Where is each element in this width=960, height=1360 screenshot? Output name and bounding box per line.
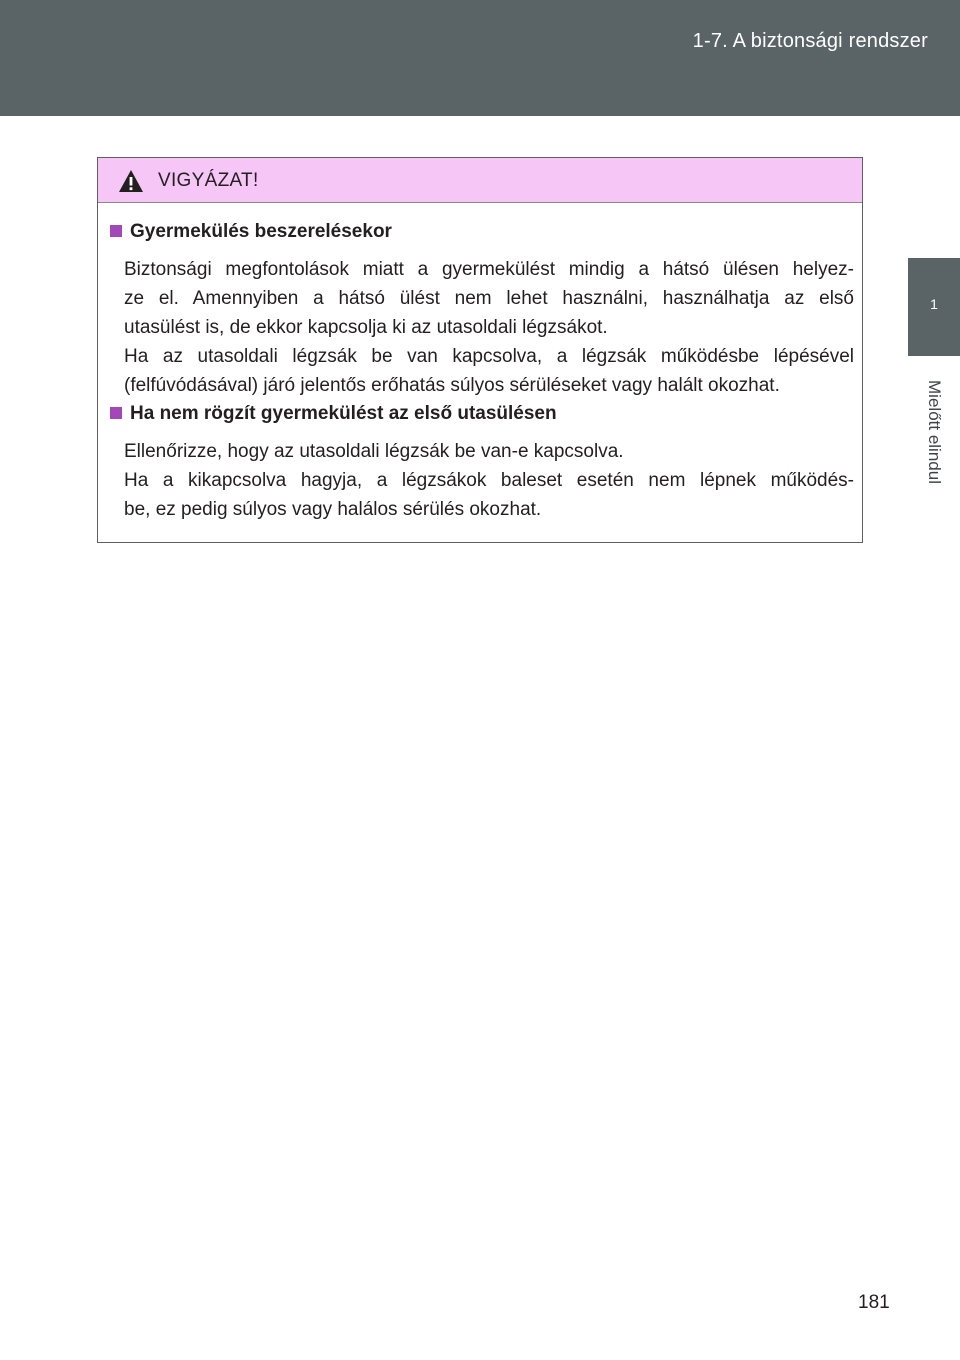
section-body	[124, 437, 854, 524]
section-heading	[110, 403, 557, 425]
section-heading-text: Gyermekülés beszerelésekor	[130, 221, 392, 242]
section-heading-text: Ha nem rögzít gyermekülést az első utasülésen	[130, 403, 557, 424]
body-line: Ha az utasoldali légzsák be van kapcsolva, a légzsák működésbe lépésével	[124, 346, 854, 367]
caution-title: VIGYÁZAT!	[158, 170, 259, 191]
section-heading	[110, 221, 392, 243]
body-line: Ha a kikapcsolva hagyja, a légzsákok baleset esetén nem lépnek működés-	[124, 470, 854, 491]
chapter-label-area	[908, 362, 960, 502]
square-bullet-icon	[110, 407, 122, 419]
section-body	[124, 255, 854, 400]
warning-icon	[118, 169, 144, 193]
chapter-label: Mielőtt elindul	[925, 380, 944, 484]
caution-box	[97, 157, 863, 543]
caution-header	[98, 158, 862, 203]
page-header	[0, 0, 960, 116]
body-line: utasülést is, de ekkor kapcsolja ki az utasoldali légzsákot.	[124, 317, 608, 338]
chapter-number: 1	[930, 296, 938, 312]
body-line: ze el. Amennyiben a hátsó ülést nem lehet használni, használhatja az első	[124, 288, 854, 309]
section-title: 1-7. A biztonsági rendszer	[692, 30, 928, 52]
page-number: 181	[858, 1292, 890, 1313]
body-line: Ellenőrizze, hogy az utasoldali légzsák be van-e kapcsolva.	[124, 441, 624, 462]
body-line: Biztonsági megfontolások miatt a gyermekülést mindig a hátsó ülésen helyez-	[124, 259, 854, 280]
body-line: be, ez pedig súlyos vagy halálos sérülés okozhat.	[124, 499, 542, 520]
chapter-tab	[908, 258, 960, 356]
body-line: (felfúvódásával) járó jelentős erőhatás súlyos sérüléseket vagy halált okozhat.	[124, 375, 780, 396]
square-bullet-icon	[110, 225, 122, 237]
